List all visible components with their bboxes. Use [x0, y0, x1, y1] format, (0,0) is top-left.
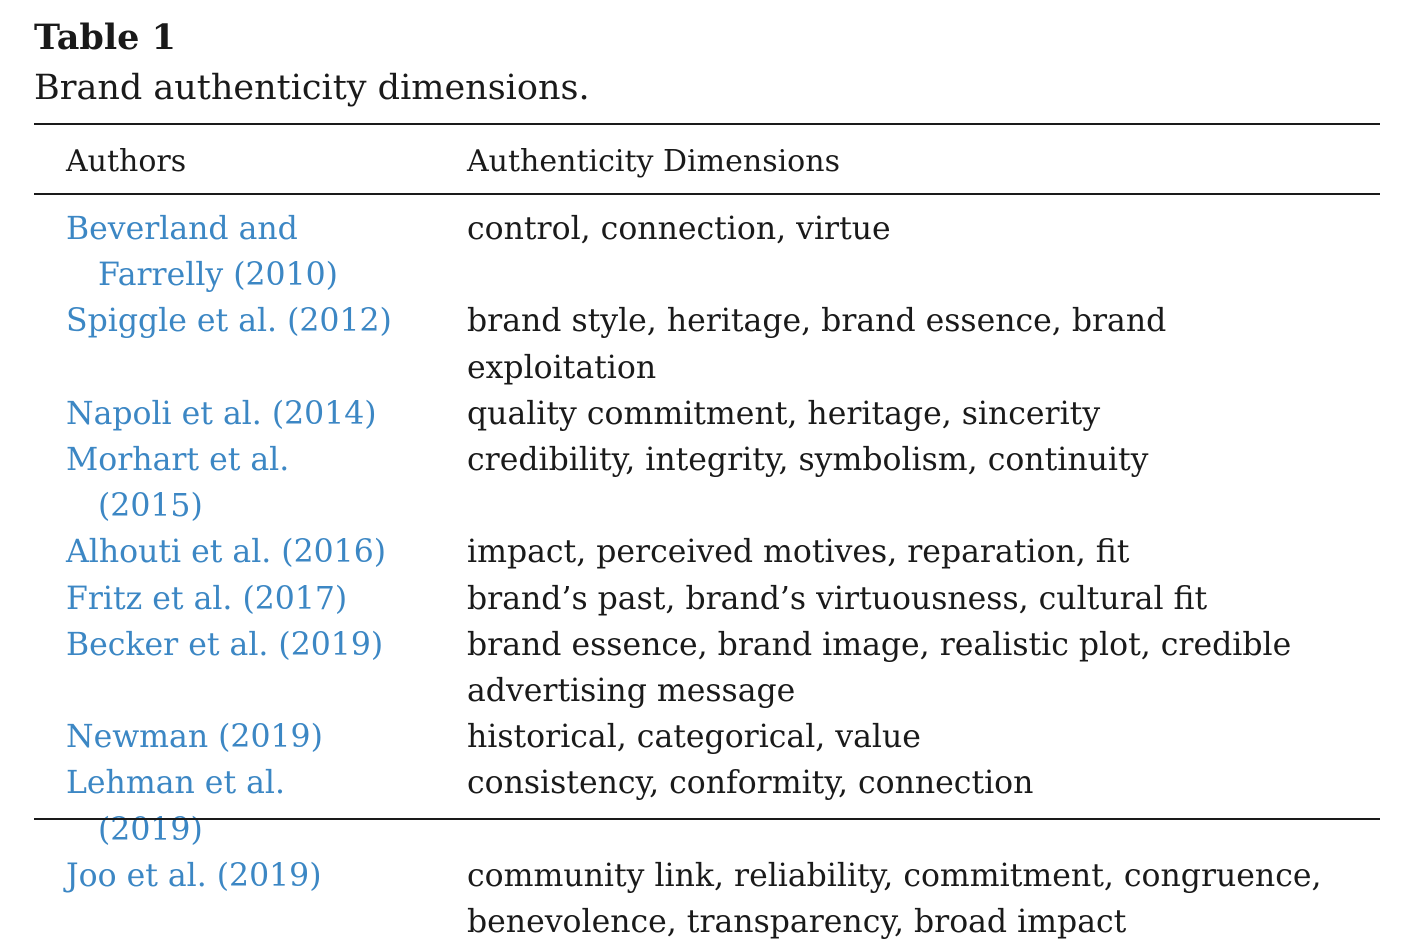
table-bottom-rule [34, 818, 1380, 820]
author-citation-link[interactable]: Napoli et al. (2014) [66, 395, 377, 432]
dimensions-cell: control, connection, virtue [467, 211, 891, 247]
author-citation-link[interactable]: Fritz et al. (2017) [66, 580, 348, 617]
dimensions-cell: historical, categorical, value [467, 719, 921, 756]
table-row [0, 576, 1412, 622]
dimensions-cell: brand’s past, brand’s virtuousness, cultural fit [467, 580, 1208, 617]
author-citation-link[interactable]: Becker et al. (2019) [66, 626, 384, 663]
table-top-rule [34, 123, 1380, 125]
dimensions-cell: quality commitment, heritage, sincerity [467, 395, 1101, 432]
dimensions-cell: credibility, integrity, symbolism, continuity [467, 442, 1149, 479]
header-authenticity-dimensions: Authenticity Dimensions [467, 144, 840, 179]
table-body [0, 206, 1412, 945]
table-row [0, 760, 1412, 852]
table-row [0, 714, 1412, 760]
author-citation-link[interactable]: Newman (2019) [66, 719, 323, 756]
table-row [0, 391, 1412, 437]
author-citation-link[interactable]: Lehman et al. (2019) [66, 765, 285, 848]
table-caption: Brand authenticity dimensions. [34, 68, 590, 108]
table-row [0, 622, 1412, 714]
dimensions-cell: brand style, heritage, brand essence, brand exploitation [467, 303, 1167, 386]
author-citation-link[interactable]: Spiggle et al. (2012) [66, 303, 392, 340]
dimensions-cell: brand essence, brand image, realistic plot, credible advertising message [467, 626, 1292, 710]
author-citation-link[interactable]: Alhouti et al. (2016) [66, 534, 387, 571]
header-authors: Authors [66, 144, 187, 179]
dimensions-cell: impact, perceived motives, reparation, fit [467, 534, 1130, 571]
author-citation-link[interactable]: Beverland and Farrelly (2010) [66, 211, 338, 294]
table-row [0, 437, 1412, 529]
table-row [0, 529, 1412, 575]
author-citation-link[interactable]: Joo et al. (2019) [66, 857, 322, 894]
table-row [0, 206, 1412, 298]
table-header-rule [34, 193, 1380, 195]
table-row [0, 853, 1412, 945]
dimensions-cell: community link, reliability, commitment, congruence, benevolence, transparency, broad impact [467, 857, 1322, 941]
table-header-row [0, 138, 1412, 186]
dimensions-cell: consistency, conformity, connection [467, 765, 1034, 802]
table-row [0, 298, 1412, 390]
table-label: Table 1 [34, 17, 176, 58]
author-citation-link[interactable]: Morhart et al. (2015) [66, 442, 290, 525]
